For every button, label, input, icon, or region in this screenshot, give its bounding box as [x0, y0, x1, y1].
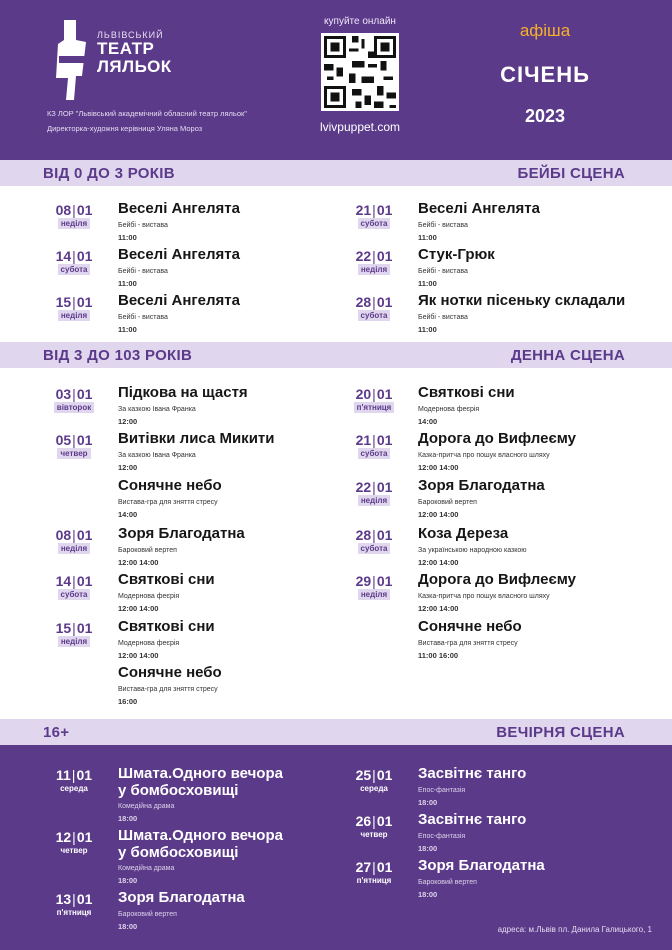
event-weekday: субота	[346, 544, 402, 553]
event-genre: За казкою Івана Франка	[118, 406, 196, 413]
event-weekday: субота	[346, 311, 402, 320]
event-date: 26|01	[355, 813, 393, 829]
event-time: 12:00 14:00	[418, 510, 459, 519]
event-title: Стук-Грюк	[418, 246, 495, 263]
event-genre: Модернова феєрія	[418, 406, 480, 413]
event-title: Як нотки пісеньку складали	[418, 292, 626, 309]
month-title: СІЧЕНЬ	[500, 62, 590, 87]
event-title: Дорога до Вифлеєму	[418, 430, 576, 447]
institution-name: КЗ ЛОР "Львівський академічний обласний театр ляльок"	[47, 109, 247, 118]
event-date: 13|01	[55, 891, 93, 907]
event-title: Святкові сни	[418, 384, 515, 401]
event-date: 08|01	[55, 202, 93, 218]
event-weekday: вівторок	[46, 403, 102, 412]
address-footer: адреса: м.Львів пл. Данила Галицького, 1	[497, 925, 652, 934]
event-genre: Казка-притча про пошук власного шляху	[418, 593, 550, 600]
section-bar-baby	[0, 160, 672, 186]
event-date: 21|01	[355, 432, 393, 448]
event-time: 11:00	[418, 325, 437, 334]
event-weekday: субота	[346, 219, 402, 228]
event-date: 20|01	[355, 386, 393, 402]
event-genre: Епос-фантазія	[418, 787, 466, 794]
event-date: 28|01	[355, 294, 393, 310]
section-age: 16+	[43, 724, 70, 741]
event-time: 18:00	[118, 922, 138, 931]
event-title: Святкові сни	[118, 618, 215, 635]
event-genre: Модернова феєрія	[118, 640, 180, 647]
event-weekday: четвер	[60, 846, 88, 855]
puppet-logo-icon	[46, 18, 94, 102]
section-age: ВІД 3 ДО 103 РОКІВ	[43, 347, 193, 364]
event-title: Коза Дереза	[418, 525, 509, 542]
event-date: 22|01	[355, 479, 393, 495]
event-weekday: субота	[346, 449, 402, 458]
event-title: Шмата.Одного вечора	[118, 765, 283, 782]
event-date: 15|01	[55, 294, 93, 310]
event-weekday: середа	[360, 784, 388, 793]
section-stage: БЕЙБІ СЦЕНА	[517, 165, 625, 182]
event-genre: Бароковий вертеп	[118, 911, 177, 918]
event-weekday: п'ятниця	[346, 403, 402, 412]
event-genre: Бейбі - вистава	[118, 268, 168, 275]
event-time: 12:00 14:00	[118, 604, 159, 613]
event-time: 12:00	[118, 463, 138, 472]
event-time: 18:00	[418, 844, 438, 853]
afisha-label: афіша	[519, 21, 571, 40]
event-weekday: четвер	[46, 449, 102, 458]
event-genre: Модернова феєрія	[118, 593, 180, 600]
event-time: 11:00	[418, 279, 437, 288]
event-time: 11:00	[118, 325, 137, 334]
event-time: 16:00	[118, 697, 138, 706]
event-weekday: п'ятниця	[56, 908, 92, 917]
event-genre: Бароковий вертеп	[118, 547, 177, 554]
event-title-line2: у бомбосховищі	[118, 844, 239, 861]
event-title: Засвітнє танго	[418, 765, 527, 782]
event-title: Зоря Благодатна	[118, 889, 245, 906]
event-title-line2: у бомбосховищі	[118, 782, 239, 799]
event-weekday: четвер	[360, 830, 388, 839]
event-genre: Казка-притча про пошук власного шляху	[418, 452, 550, 459]
logo-city: ЛЬВІВСЬКИЙ	[97, 30, 164, 40]
event-weekday: неділя	[346, 590, 402, 599]
event-time: 11:00 16:00	[418, 651, 459, 660]
section-bar-evening	[0, 719, 672, 745]
event-time: 12:00 14:00	[418, 604, 459, 613]
section-age: ВІД 0 ДО 3 РОКІВ	[43, 165, 175, 182]
event-title: Веселі Ангелята	[118, 246, 240, 263]
event-date: 05|01	[55, 432, 93, 448]
poster-header	[0, 0, 672, 160]
event-title: Витівки лиса Микити	[118, 430, 275, 447]
event-date: 22|01	[355, 248, 393, 264]
event-title: Шмата.Одного вечора	[118, 827, 283, 844]
event-genre: Комедійна драма	[118, 865, 175, 872]
event-time: 18:00	[118, 814, 138, 823]
website-link[interactable]: lvivpuppet.com	[319, 120, 401, 134]
event-genre: Вистава-гра для зняття стресу	[118, 499, 218, 506]
event-time: 11:00	[418, 233, 437, 242]
event-date: 14|01	[55, 573, 93, 589]
event-title: Сонячне небо	[118, 477, 222, 494]
event-date: 14|01	[55, 248, 93, 264]
event-genre: Вистава-гра для зняття стресу	[118, 686, 218, 693]
event-title: Зоря Благодатна	[418, 477, 545, 494]
section-stage: ДЕННА СЦЕНА	[510, 347, 625, 364]
event-title: Святкові сни	[118, 571, 215, 588]
event-time: 18:00	[418, 798, 438, 807]
event-weekday: субота	[46, 265, 102, 274]
event-genre: За українською народною казкою	[418, 547, 527, 554]
event-weekday: середа	[60, 784, 88, 793]
event-date: 25|01	[355, 767, 393, 783]
event-title: Засвітнє танго	[418, 811, 527, 828]
qr-code-icon[interactable]	[321, 33, 399, 111]
event-date: 21|01	[355, 202, 393, 218]
event-genre: Бейбі - вистава	[118, 222, 168, 229]
event-time: 18:00	[418, 890, 438, 899]
event-weekday: субота	[46, 590, 102, 599]
event-time: 14:00	[418, 417, 438, 426]
event-date: 29|01	[355, 573, 393, 589]
event-weekday: неділя	[46, 219, 102, 228]
event-genre: Бейбі - вистава	[118, 314, 168, 321]
event-time: 12:00 14:00	[418, 558, 459, 567]
event-title: Веселі Ангелята	[118, 292, 240, 309]
event-time: 12:00 14:00	[118, 651, 159, 660]
event-title: Зоря Благодатна	[418, 857, 545, 874]
event-genre: Бейбі - вистава	[418, 222, 468, 229]
event-time: 11:00	[118, 233, 137, 242]
evening-section	[0, 745, 672, 950]
event-time: 18:00	[118, 876, 138, 885]
event-date: 08|01	[55, 527, 93, 543]
event-title: Веселі Ангелята	[118, 200, 240, 217]
event-weekday: неділя	[346, 496, 402, 505]
director-name: Директорка-художня керівниця Уляна Мороз	[47, 124, 203, 133]
section-bar-day	[0, 342, 672, 368]
event-weekday: неділя	[46, 544, 102, 553]
event-time: 11:00	[118, 279, 137, 288]
event-genre: Епос-фантазія	[418, 833, 466, 840]
event-title: Дорога до Вифлеєму	[418, 571, 576, 588]
event-title: Веселі Ангелята	[418, 200, 540, 217]
event-weekday: неділя	[346, 265, 402, 274]
event-genre: За казкою Івана Франка	[118, 452, 196, 459]
event-weekday: неділя	[46, 311, 102, 320]
event-genre: Комедійна драма	[118, 803, 175, 810]
event-date: 03|01	[55, 386, 93, 402]
event-weekday: п'ятниця	[356, 876, 392, 885]
event-date: 15|01	[55, 620, 93, 636]
buy-online-label: купуйте онлайн	[324, 16, 396, 27]
event-genre: Бейбі - вистава	[418, 268, 468, 275]
event-time: 12:00 14:00	[118, 558, 159, 567]
event-time: 14:00	[118, 510, 138, 519]
logo-puppets: ЛЯЛЬОК	[97, 57, 172, 76]
event-date: 27|01	[355, 859, 393, 875]
event-genre: Бароковий вертеп	[418, 879, 477, 886]
event-date: 11|01	[55, 767, 93, 783]
event-title: Зоря Благодатна	[118, 525, 245, 542]
event-genre: Бароковий вертеп	[418, 499, 477, 506]
section-stage: ВЕЧІРНЯ СЦЕНА	[496, 724, 625, 741]
event-title: Підкова на щастя	[118, 384, 248, 401]
event-genre: Вистава-гра для зняття стресу	[418, 640, 518, 647]
event-time: 12:00	[118, 417, 138, 426]
event-genre: Бейбі - вистава	[418, 314, 468, 321]
logo-theatre: ТЕАТР	[97, 39, 155, 58]
event-date: 28|01	[355, 527, 393, 543]
event-time: 12:00 14:00	[418, 463, 459, 472]
year-label: 2023	[524, 106, 566, 126]
event-title: Сонячне небо	[118, 664, 222, 681]
event-weekday: неділя	[46, 637, 102, 646]
event-title: Сонячне небо	[418, 618, 522, 635]
event-date: 12|01	[55, 829, 93, 845]
